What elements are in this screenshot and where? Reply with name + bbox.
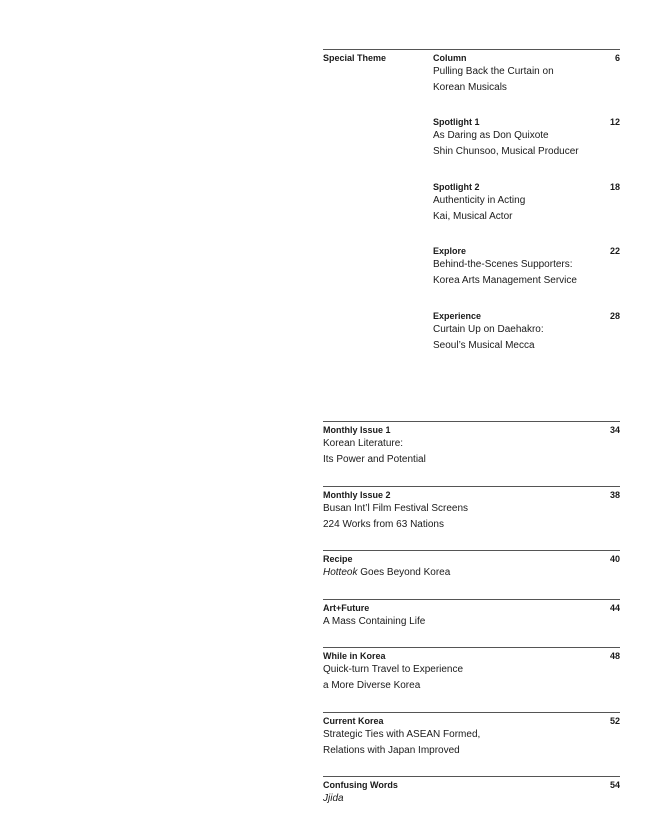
entry-page-number: 40 [609,554,620,564]
toc-entry-spotlight-1[interactable] [433,116,620,160]
entry-category: Monthly Issue 1 [323,425,391,435]
entry-title-line: Korea Arts Management Service [433,275,577,286]
toc-entry-experience[interactable] [433,310,620,354]
entry-title-line: Pulling Back the Curtain on [433,66,554,77]
entry-title-line: Relations with Japan Improved [323,745,460,756]
entry-category: Column [433,53,467,63]
entry-title-line: Kai, Musical Actor [433,211,513,222]
entry-category: Monthly Issue 2 [323,490,391,500]
entry-page-number: 18 [609,182,620,192]
entry-title-line: Authenticity in Acting [433,195,526,206]
entry-title-line: Curtain Up on Daehakro: [433,324,544,335]
entry-title-line: A Mass Containing Life [323,616,426,627]
entry-title-line: Korean Literature: [323,438,404,449]
entry-page-number: 12 [609,117,620,127]
entry-category: Current Korea [323,716,384,726]
entry-title-line: 224 Works from 63 Nations [323,519,444,530]
entry-category: Explore [433,246,467,256]
entry-title-line: Shin Chunsoo, Musical Producer [433,146,579,157]
entry-page-number: 52 [609,716,620,726]
entry-title-line: Its Power and Potential [323,454,426,465]
entry-title-line [323,565,620,581]
entry-title-line: Korean Musicals [433,82,507,93]
entry-title-line: As Daring as Don Quixote [433,130,549,141]
toc-entry-explore[interactable] [433,245,620,289]
entry-title-line: Seoul’s Musical Mecca [433,340,535,351]
special-theme-divider [323,49,620,50]
toc-entry-monthly-issue-2[interactable] [323,486,620,533]
entry-page-number: 28 [609,311,620,321]
entry-page-number: 34 [609,425,620,435]
entry-category: Spotlight 2 [433,182,480,192]
toc-entry-recipe[interactable] [323,550,620,581]
entry-title-line: Behind-the-Scenes Supporters: [433,259,573,270]
toc-entry-current-korea[interactable] [323,712,620,759]
entry-title-line: Strategic Ties with ASEAN Formed, [323,729,481,740]
entry-category: Recipe [323,554,353,564]
entry-page-number: 22 [609,246,620,256]
entry-category: Spotlight 1 [433,117,480,127]
entry-category: While in Korea [323,651,386,661]
entry-page-number: 44 [609,603,620,613]
toc-entry-monthly-issue-1[interactable] [323,421,620,468]
entry-title-line: Jjida [323,793,344,804]
toc-entry-confusing-words[interactable] [323,776,620,807]
entry-category: Confusing Words [323,780,398,790]
special-theme-label: Special Theme [323,53,387,63]
entry-page-number: 6 [614,53,620,63]
entry-title-line: Busan Int’l Film Festival Screens [323,503,469,514]
entry-title-line: Quick-turn Travel to Experience [323,664,464,675]
entry-page-number: 38 [609,490,620,500]
toc-entry-column[interactable] [433,52,620,96]
entry-page-number: 48 [609,651,620,661]
entry-page-number: 54 [609,780,620,790]
entry-title-rest: Goes Beyond Korea [357,567,451,578]
entry-title-italic: Hotteok [323,567,358,578]
entry-category: Art+Future [323,603,370,613]
toc-entry-art-future[interactable] [323,599,620,630]
toc-entry-spotlight-2[interactable] [433,181,620,225]
entry-category: Experience [433,311,482,321]
entry-title-line: a More Diverse Korea [323,680,421,691]
toc-entry-while-in-korea[interactable] [323,647,620,694]
